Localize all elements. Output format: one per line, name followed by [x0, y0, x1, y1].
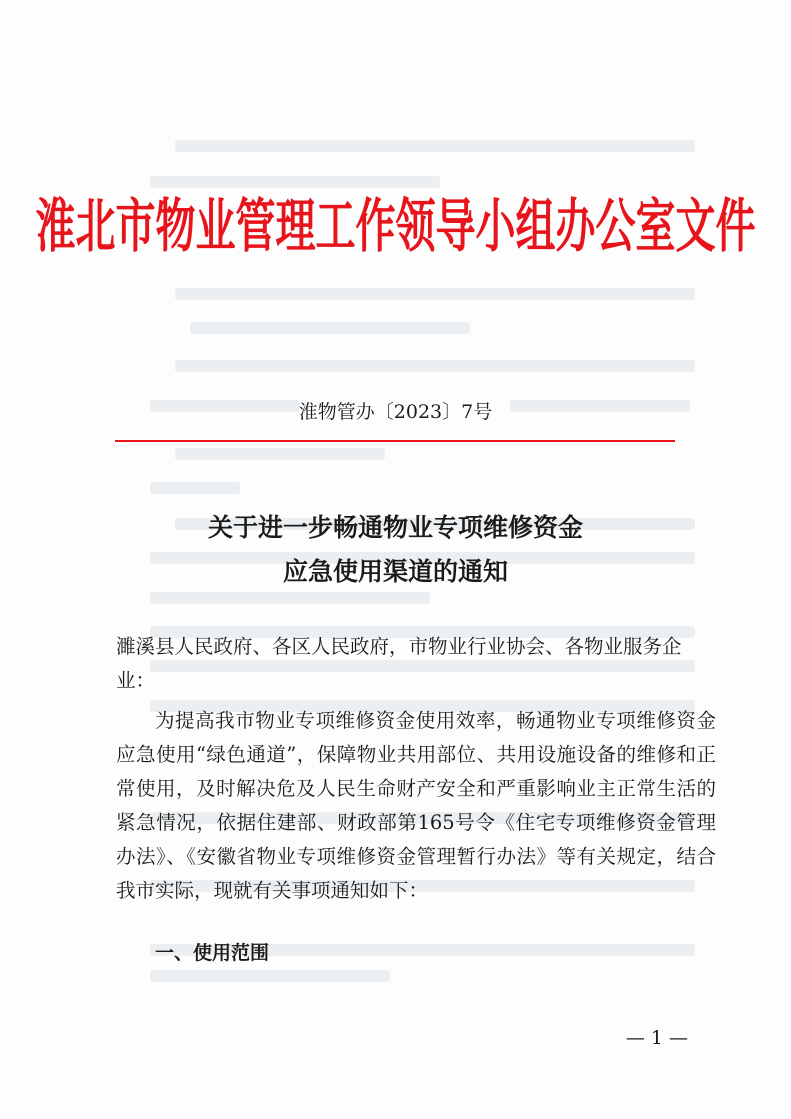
bleed-through-mark	[175, 448, 385, 460]
red-divider-line	[115, 440, 675, 442]
page-number: — 1 —	[625, 1027, 688, 1049]
bleed-through-mark	[150, 970, 390, 982]
bleed-through-mark	[175, 360, 695, 372]
notice-title-line-1: 关于进一步畅通物业专项维修资金	[207, 513, 583, 542]
section-heading: 一、使用范围	[155, 942, 270, 964]
bleed-through-mark	[175, 140, 695, 152]
masthead-text: 淮北市物业管理工作领导小组办公室文件	[35, 193, 756, 261]
recipients: 濉溪县人民政府、各区人民政府，市物业行业协会、各物业服务企业：	[116, 635, 682, 692]
bleed-through-mark	[190, 322, 470, 334]
document-masthead	[0, 182, 791, 272]
bleed-through-mark	[150, 482, 240, 494]
body-paragraph: 为提高我市物业专项维修资金使用效率，畅通物业专项维修资金应急使用“绿色通道”，保障物业共用部位、共用设施设备的维修和正常使用，及时解决危及人民生命财产安全和严重影响业主正常生活的紧急情况，依据住建部、财政部第165号令《住宅专项维修资金管理办法》、《安徽省物业专项维修资金管理暂行办法》等有关规定，结合我市实际，现就有关事项通知如下：	[116, 709, 716, 902]
bleed-through-mark	[150, 592, 430, 604]
notice-title-line-2: 应急使用渠道的通知	[282, 557, 508, 586]
document-number: 淮物管办〔2023〕7号	[298, 401, 493, 423]
